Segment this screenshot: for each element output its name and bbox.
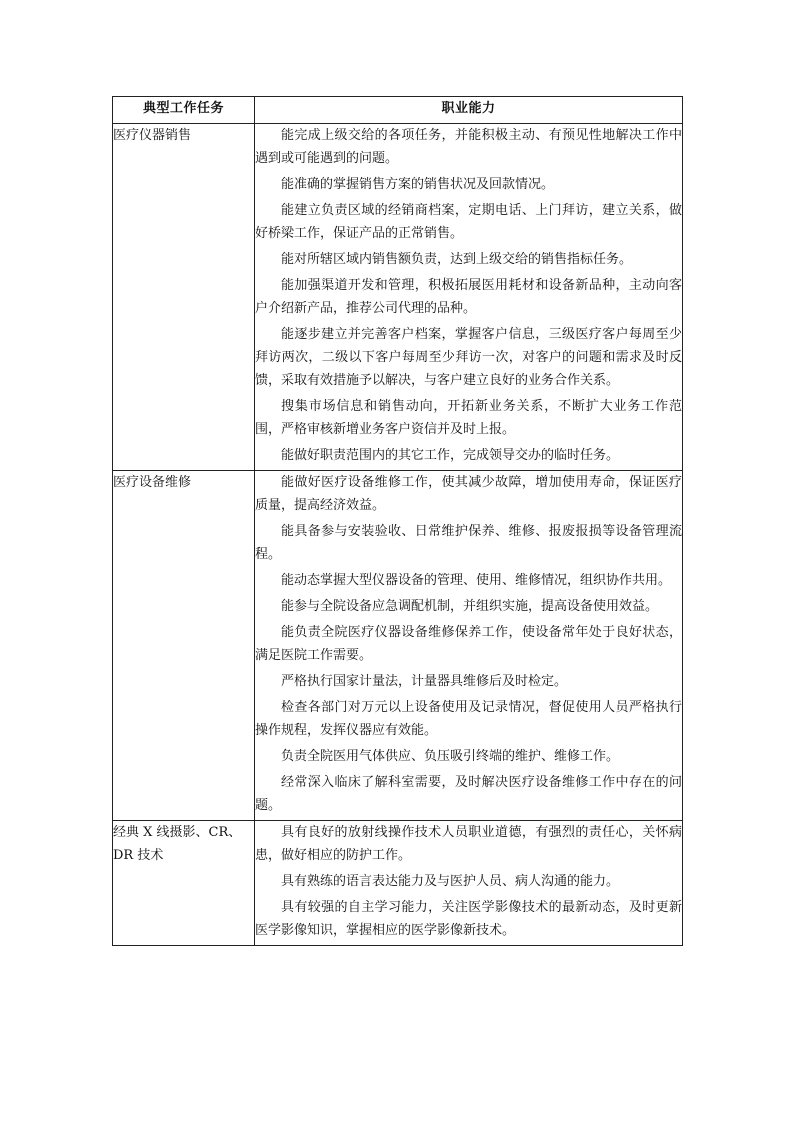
- ability-cell: [255, 471, 683, 821]
- ability-item: 具有良好的放射线操作技术人员职业道德，有强烈的责任心，关怀病患，做好相应的防护工作。: [255, 825, 682, 863]
- duty-ability-table: [112, 96, 683, 946]
- ability-item: 能做好职责范围内的其它工作，完成领导交办的临时任务。: [281, 448, 620, 463]
- ability-item: 具有较强的自主学习能力，关注医学影像技术的最新动态，及时更新医学影像知识，掌握相应的医学影像新技术。: [255, 900, 682, 938]
- ability-item: 能做好医疗设备维修工作，使其减少故障，增加使用寿命，保证医疗质量，提高经济效益。: [255, 475, 682, 513]
- ability-cell: [255, 821, 683, 946]
- ability-item: 能负责全院医疗仪器设备维修保养工作，使设备常年处于良好状态，满足医院工作需要。: [255, 625, 682, 663]
- task-cell: 医疗设备维修: [113, 471, 255, 821]
- ability-item: 能建立负责区域的经销商档案，定期电话、上门拜访，建立关系，做好桥梁工作，保证产品的正常销售。: [255, 203, 682, 241]
- task-cell: 医疗仪器销售: [113, 124, 255, 471]
- table-header-row: [113, 97, 683, 124]
- ability-item: 搜集市场信息和销售动向，开拓新业务关系，不断扩大业务工作范围，严格审核新增业务客户资信并及时上报。: [255, 399, 682, 437]
- ability-item: 能动态掌握大型仪器设备的管理、使用、维修情况，组织协作共用。: [281, 573, 672, 588]
- ability-item: 具有熟练的语言表达能力及与医护人员、病人沟通的能力。: [281, 874, 620, 889]
- task-cell: 经典 X 线摄影、CR、DR 技术: [113, 821, 255, 946]
- ability-item: 能完成上级交给的各项任务，并能积极主动、有预见性地解决工作中遇到或可能遇到的问题。: [255, 128, 682, 166]
- table-row: [113, 821, 683, 946]
- header-typical-task: 典型工作任务: [113, 97, 255, 124]
- table-row: [113, 124, 683, 471]
- table-row: [113, 471, 683, 821]
- ability-item: 能对所辖区域内销售额负责，达到上级交给的销售指标任务。: [281, 252, 633, 267]
- ability-item: 能参与全院设备应急调配机制，并组织实施，提高设备使用效益。: [281, 599, 659, 614]
- ability-cell: [255, 124, 683, 471]
- ability-item: 负责全院医用气体供应、负压吸引终端的维护、维修工作。: [281, 749, 620, 764]
- ability-item: 能加强渠道开发和管理，积极拓展医用耗材和设备新品种，主动向客户介绍新产品，推荐公司代理的品种。: [255, 278, 682, 316]
- ability-item: 经常深入临床了解科室需要，及时解决医疗设备维修工作中存在的问题。: [255, 775, 682, 813]
- header-vocational-ability: 职业能力: [255, 97, 683, 124]
- ability-item: 检查各部门对万元以上设备使用及记录情况，督促使用人员严格执行操作规程，发挥仪器应有效能。: [255, 700, 682, 738]
- ability-item: 严格执行国家计量法，计量器具维修后及时检定。: [281, 674, 568, 689]
- ability-item: 能逐步建立并完善客户档案，掌握客户信息，三级医疗客户每周至少拜访两次，二级以下客户每周至少拜访一次，对客户的问题和需求及时反馈，采取有效措施予以解决，与客户建立良好的业务合作关系。: [255, 327, 682, 388]
- ability-item: 能具备参与安装验收、日常维护保养、维修、报废报损等设备管理流程。: [255, 524, 682, 562]
- ability-item: 能准确的掌握销售方案的销售状况及回款情况。: [281, 177, 555, 192]
